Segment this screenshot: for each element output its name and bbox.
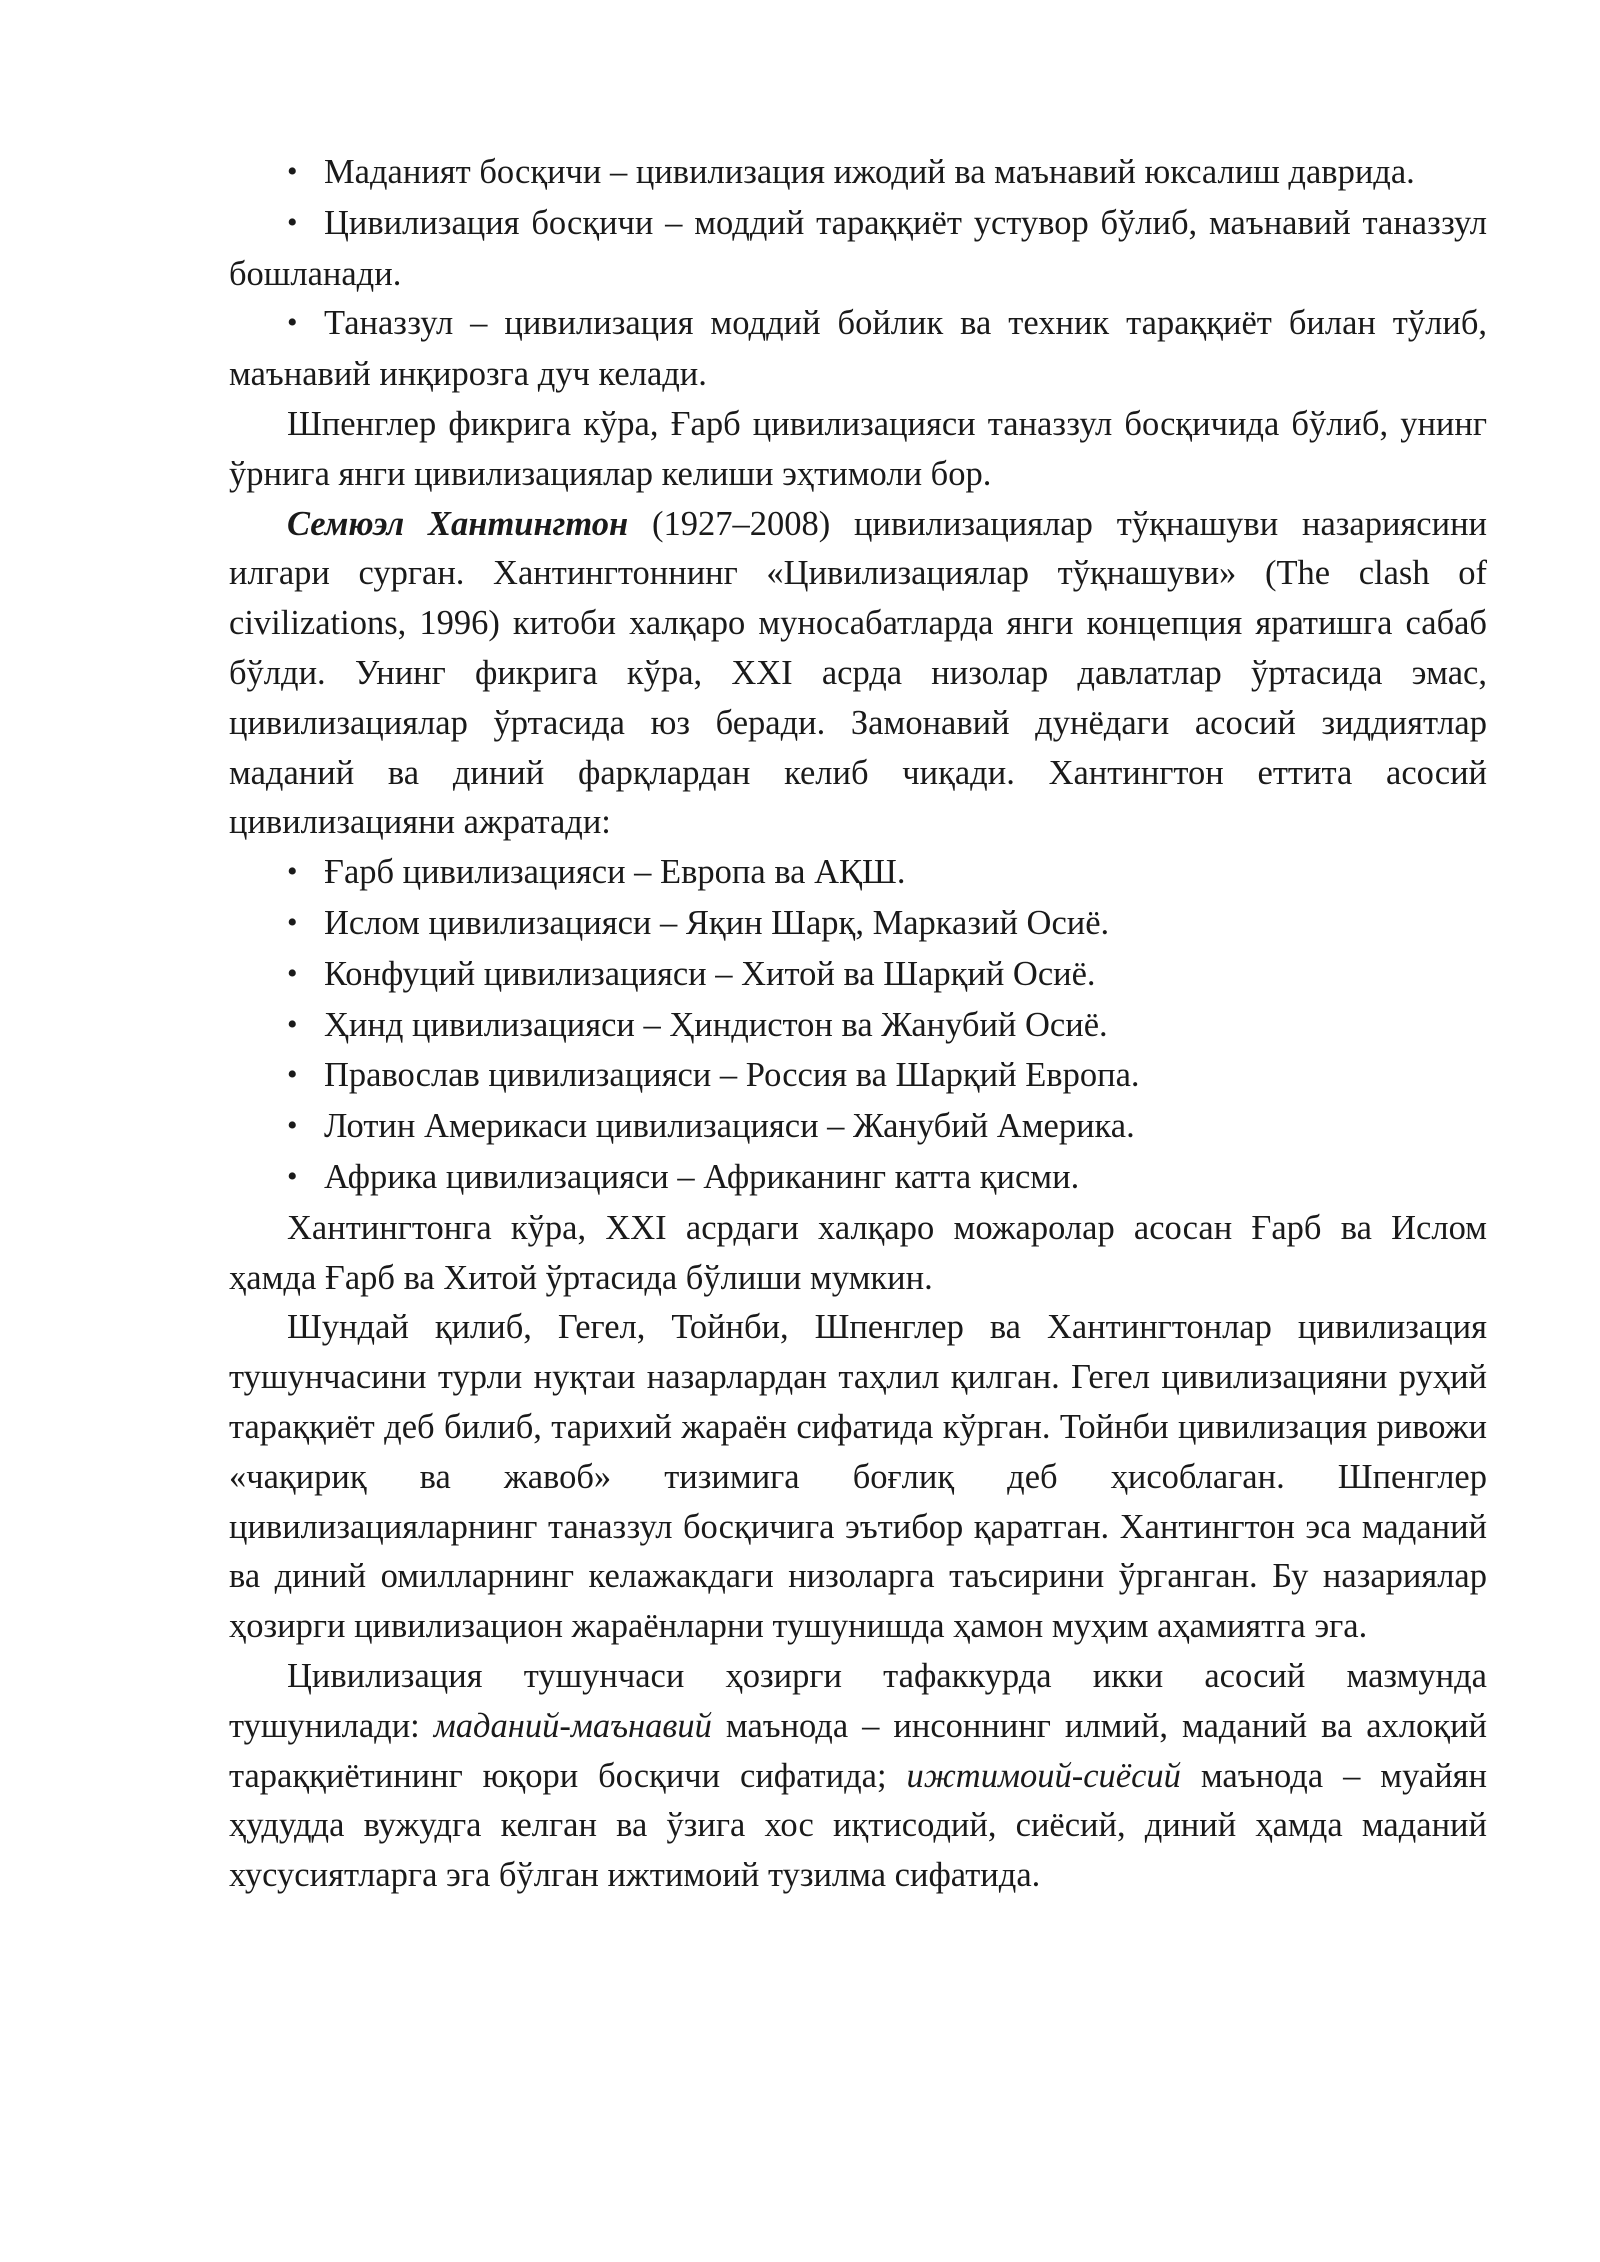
civilization-text: Конфуций цивилизацияси – Хитой ва Шарқий Осиё. [324,954,1096,993]
list-item [229,899,1487,950]
list-item [229,848,1487,899]
stage-text: Цивилизация босқичи – моддий тараққиёт устувор бўлиб, маънавий таназзул бошланади. [229,203,1487,293]
bullet-icon: • [287,905,298,939]
bullet-icon: • [287,956,298,990]
civilization-text: Православ цивилизацияси – Россия ва Шарқий Европа. [324,1056,1140,1095]
bullet-icon: • [287,155,298,188]
huntington-intro: (1927–2008) цивилизациялар тўқнашуви назариясини илгари сурган. Хантингтоннинг «Цивилизациялар тўқнашуви» (The clash of civilizations, 1996) китоби халқаро муносабатларда янги концепция яратишга сабаб бўлди. Унинг фикрига кўра, XXI асрда низолар давлатлар ўртасида эмас, цивилизациялар ўртасида юз беради. Замонавий дунёдаги асосий зиддиятлар маданий ва диний фарқлардан келиб чиқади. Хантингтон еттита асосий цивилизацияни ажратади: [229,504,1487,842]
list-item [229,1001,1487,1052]
summary-paragraph: Шундай қилиб, Гегел, Тойнби, Шпенглер ва Хантингтонлар цивилизация тушунчасини турли нуқтаи назарлардан таҳлил қилган. Гегел цивилизацияни руҳий тараққиёт деб билиб, тарихий жараён сифатида кўрган. Тойнби цивилизация ривожи «чақириқ ва жавоб» тизимига боғлиқ деб ҳисоблаган. Шпенглер цивилизацияларнинг таназзул босқичига эътибор қаратган. Хантингтон эса маданий ва диний омилларнинг келажакдаги низоларга таъсирини ўрганган. Бу назариялар ҳозирги цивилизацион жараёнларни тушунишда ҳамон муҳим аҳамиятга эга. [229,1308,1487,1646]
civilizations-list [229,848,1487,1204]
stage-item [229,148,1487,199]
list-item [229,1102,1487,1153]
conclusion-part3: маънода – муайян ҳудудда вужудга келган ва ўзига хос иқтисодий, сиёсий, диний ҳамда маданий хусусиятларга эга бўлган ижтимоий тузилма сифатида. [229,1756,1487,1895]
civilization-text: Ислом цивилизацияси – Яқин Шарқ, Марказий Осиё. [324,903,1110,942]
civilization-text: Ҳинд цивилизацияси – Ҳиндистон ва Жанубий Осиё. [324,1005,1108,1044]
conclusion-term-sociopolitical: ижтимоий-сиёсий [906,1756,1181,1795]
bullet-icon: • [287,1159,298,1193]
stage-text: Таназзул – цивилизация моддий бойлик ва техник тараққиёт билан тўлиб, маънавий инқирозга дуч келади. [229,304,1487,394]
stage-text: Маданият босқичи – цивилизация ижодий ва маънавий юксалиш даврида. [324,153,1415,191]
stage-item [229,199,1487,300]
civilization-text: Ғарб цивилизацияси – Европа ва АҚШ. [324,853,906,892]
huntington-conflicts-paragraph: Хантингтонга кўра, XXI асрдаги халқаро можаролар асосан Ғарб ва Ислом ҳамда Ғарб ва Хитой ўртасида бўлиши мумкин. [229,1208,1487,1297]
bullet-icon: • [287,1109,298,1143]
conclusion-part1: Цивилизация тушунчаси ҳозирги тафаккурда икки асосий мазмунда тушунилади: [229,1656,1487,1745]
civilization-text: Лотин Америкаси цивилизацияси – Жанубий Америка. [324,1107,1135,1146]
stage-item [229,299,1487,400]
conclusion-paragraph [229,1652,1487,1901]
civilization-text: Африка цивилизацияси – Африканинг катта қисми. [324,1157,1080,1196]
list-item [229,1051,1487,1102]
bullet-icon: • [287,1058,298,1092]
bullet-icon: • [287,855,298,889]
bullet-icon: • [287,1007,298,1041]
list-item [229,950,1487,1001]
spengler-conclusion-paragraph: Шпенглер фикрига кўра, Ғарб цивилизацияси таназзул босқичида бўлиб, унинг ўрнига янги цивилизациялар келиши эҳтимоли бор. [229,404,1487,493]
document-page [229,148,1487,1901]
huntington-paragraph [229,500,1487,849]
list-item [229,1153,1487,1204]
conclusion-term-cultural: маданий-маънавий [433,1706,712,1745]
huntington-name: Семюэл Хантингтон [287,504,629,543]
bullet-icon: • [287,306,298,340]
conclusion-part2: маънода – инсоннинг илмий, маданий ва ахлоқий тараққиётининг юқори босқичи сифатида; [229,1706,1487,1795]
bullet-icon: • [287,205,298,239]
